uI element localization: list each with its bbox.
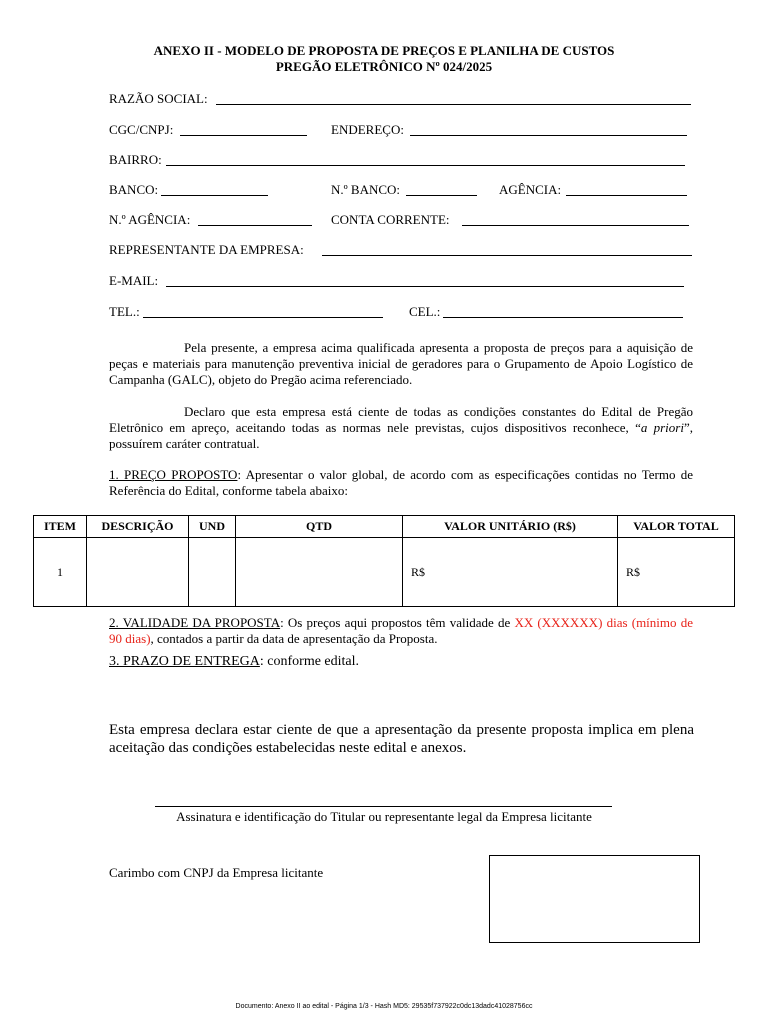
validade-heading: 2. VALIDADE DA PROPOSTA bbox=[109, 615, 281, 630]
stamp-box[interactable] bbox=[489, 855, 700, 943]
final-declaration: Esta empresa declara estar ciente de que a apresentação da presente proposta implica em plena aceitação das condições estabelecidas neste edital e anexos. bbox=[109, 722, 694, 756]
cnpj-label: CGC/CNPJ: bbox=[109, 122, 174, 137]
agencia-label: AGÊNCIA: bbox=[499, 182, 562, 197]
cell-valor-total[interactable]: R$ bbox=[618, 538, 735, 607]
banco-label: BANCO: bbox=[109, 182, 159, 197]
n-banco-field[interactable] bbox=[406, 195, 477, 196]
validade-text-a: : Os preços aqui propostos têm validade de bbox=[280, 615, 515, 630]
declaration-paragraph bbox=[109, 404, 693, 452]
preco-proposto-section bbox=[109, 467, 693, 499]
validade-text-b: , contados a partir da data de apresentação da Proposta. bbox=[150, 631, 438, 646]
validade-days-highlight: XX (XXXXXX) dias (mínimo de 90 dias) bbox=[109, 615, 693, 646]
col-header-descricao: DESCRIÇÃO bbox=[87, 516, 189, 538]
representante-field[interactable] bbox=[322, 255, 692, 256]
cell-qtd[interactable] bbox=[236, 538, 403, 607]
cell-valor-unitario[interactable]: R$ bbox=[403, 538, 618, 607]
proposal-intro-paragraph bbox=[109, 340, 693, 388]
endereco-field[interactable] bbox=[410, 135, 687, 136]
agencia-field[interactable] bbox=[566, 195, 687, 196]
n-banco-label: N.º BANCO: bbox=[331, 182, 401, 197]
quote-open: “ bbox=[635, 420, 641, 435]
signature-label: Assinatura e identificação do Titular ou representante legal da Empresa licitante bbox=[176, 809, 592, 824]
page-footer: Documento: Anexo II ao edital - Página 1/3 - Hash MD5: 29535f737922c0dc13dadc41028756cc bbox=[235, 1003, 533, 1010]
prazo-heading: 3. PRAZO DE ENTREGA bbox=[109, 654, 260, 669]
razao-social-label: RAZÃO SOCIAL: bbox=[109, 91, 208, 106]
table-header-row bbox=[34, 516, 735, 538]
stamp-label: Carimbo com CNPJ da Empresa licitante bbox=[109, 865, 324, 880]
prazo-text: : conforme edital. bbox=[259, 654, 360, 669]
cel-field[interactable] bbox=[443, 317, 683, 318]
cell-und[interactable] bbox=[189, 538, 236, 607]
declaration-text-b: , possuírem caráter contratual. bbox=[109, 420, 693, 451]
n-agencia-field[interactable] bbox=[198, 225, 312, 226]
quote-close: ” bbox=[683, 420, 690, 435]
col-header-item: ITEM bbox=[34, 516, 87, 538]
bairro-field[interactable] bbox=[166, 165, 685, 166]
col-header-und: UND bbox=[189, 516, 236, 538]
cell-item: 1 bbox=[34, 538, 87, 607]
tel-field[interactable] bbox=[143, 317, 383, 318]
n-agencia-label: N.º AGÊNCIA: bbox=[109, 212, 191, 227]
razao-social-field[interactable] bbox=[216, 104, 691, 105]
col-header-valor-unitario: VALOR UNITÁRIO (R$) bbox=[403, 516, 618, 538]
tel-label: TEL.: bbox=[109, 304, 140, 319]
representante-label: REPRESENTANTE DA EMPRESA: bbox=[109, 242, 304, 257]
cnpj-field[interactable] bbox=[180, 135, 307, 136]
table-row bbox=[34, 538, 735, 607]
validade-section bbox=[109, 615, 693, 647]
preco-proposto-text: : Apresentar o valor global, de acordo com as especificações contidas no Termo de Referência do Edital, conforme tabela abaixo: bbox=[109, 467, 693, 498]
email-field[interactable] bbox=[166, 286, 684, 287]
email-label: E-MAIL: bbox=[109, 273, 159, 288]
price-table bbox=[33, 515, 735, 607]
cel-label: CEL.: bbox=[409, 304, 441, 319]
col-header-qtd: QTD bbox=[236, 516, 403, 538]
cell-descricao[interactable] bbox=[87, 538, 189, 607]
proposal-intro-text: Pela presente, a empresa acima qualificada apresenta a proposta de preços para a aquisição de peças e materiais para manutenção preventiva inicial de geradores para o Grupamento de Apoio Logístico de Campanha (GALC), objeto do Pregão acima referenciado. bbox=[109, 340, 693, 387]
col-header-valor-total: VALOR TOTAL bbox=[618, 516, 735, 538]
signature-line[interactable] bbox=[155, 806, 612, 807]
document-title-line-1: ANEXO II - MODELO DE PROPOSTA DE PREÇOS E PLANILHA DE CUSTOS bbox=[153, 43, 615, 58]
bairro-label: BAIRRO: bbox=[109, 152, 162, 167]
declaration-text-a: Declaro que esta empresa está ciente de todas as condições constantes do Edital de Pregão Eletrônico em apreço, aceitando todas as normas nele previstas, cujos dispositivos reconhece, bbox=[109, 404, 693, 435]
conta-corrente-label: CONTA CORRENTE: bbox=[331, 212, 450, 227]
a-priori-text: a priori bbox=[640, 420, 684, 435]
endereco-label: ENDEREÇO: bbox=[331, 122, 404, 137]
document-title-line-2: PREGÃO ELETRÔNICO Nº 024/2025 bbox=[275, 59, 493, 74]
banco-field[interactable] bbox=[161, 195, 268, 196]
conta-corrente-field[interactable] bbox=[462, 225, 689, 226]
preco-proposto-heading: 1. PREÇO PROPOSTO bbox=[109, 467, 238, 482]
prazo-section bbox=[109, 654, 693, 670]
